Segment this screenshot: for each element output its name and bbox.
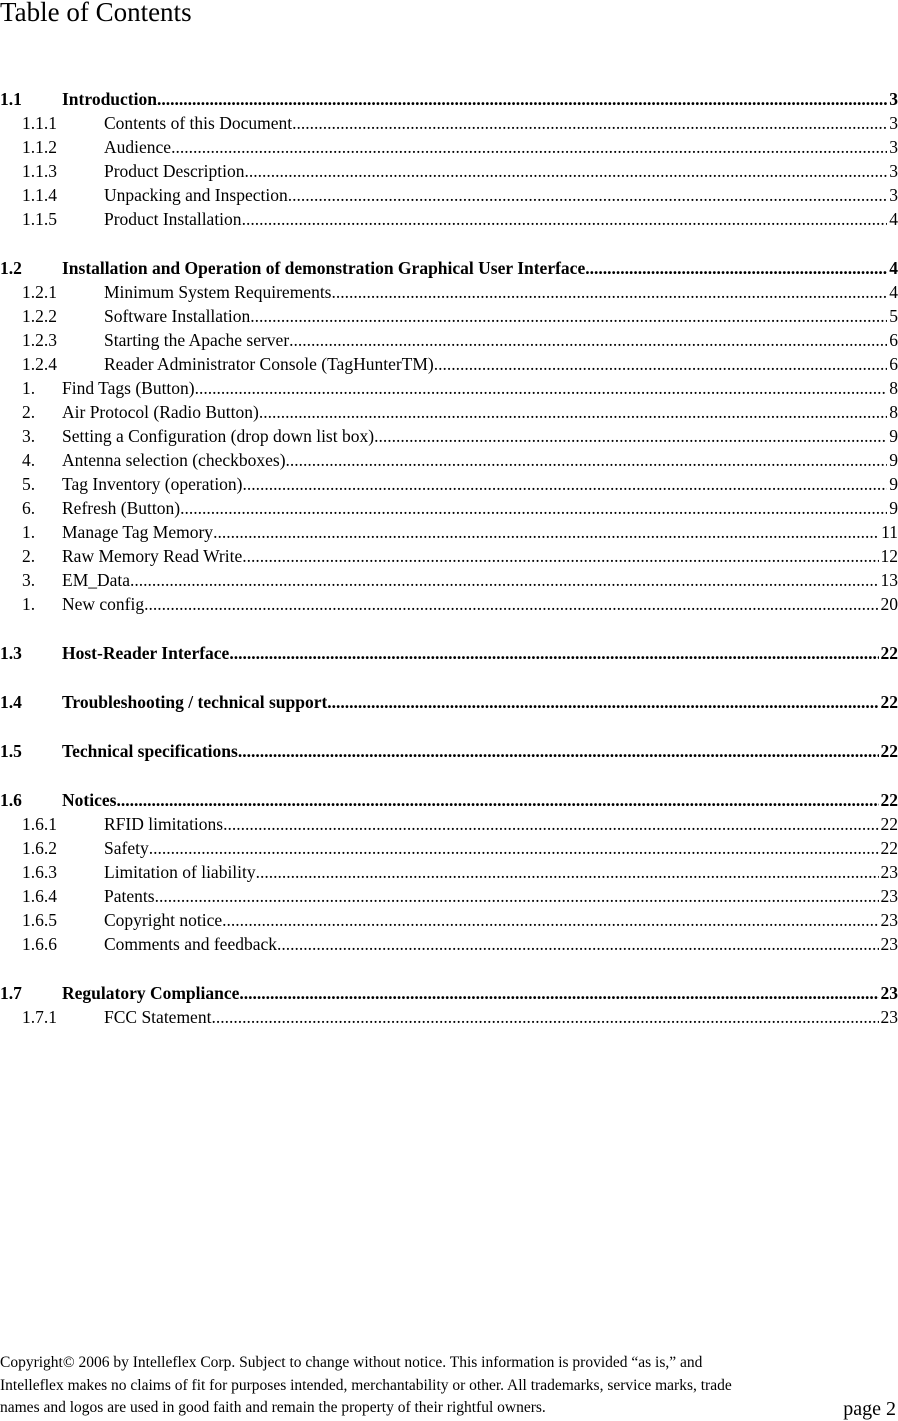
toc-entry-number: 1.2.1 <box>22 280 57 304</box>
toc-entry[interactable] <box>0 280 898 304</box>
toc-entry-label[interactable]: Tag Inventory (operation) <box>62 472 243 496</box>
toc-entry-page[interactable]: 3 <box>887 87 898 111</box>
footer-copyright-line-2: Intelleflex makes no claims of fit for purposes intended, merchantability or other. All trademarks, service marks, trade <box>0 1375 898 1398</box>
toc-entry-number: 1.6.6 <box>22 932 57 956</box>
toc-dot-leader <box>277 932 878 956</box>
toc-spacer <box>0 665 898 690</box>
toc-entry-page[interactable]: 12 <box>879 544 898 568</box>
toc-entry[interactable] <box>0 400 898 424</box>
toc-entry-page[interactable]: 23 <box>879 1005 898 1029</box>
toc-entry-page[interactable]: 3 <box>887 183 898 207</box>
toc-entry-number: 1.2 <box>0 256 22 280</box>
toc-dot-leader <box>286 448 888 472</box>
toc-entry-page[interactable]: 20 <box>879 592 898 616</box>
toc-entry-page[interactable]: 22 <box>879 812 898 836</box>
toc-dot-leader <box>243 472 888 496</box>
toc-entry[interactable] <box>0 472 898 496</box>
toc-dot-leader <box>229 641 878 665</box>
toc-dot-leader <box>332 280 888 304</box>
footer-copyright-line-3-text: names and logos are used in good faith and remain the property of their rightful owners. <box>0 1399 546 1416</box>
toc-entry-page[interactable]: 9 <box>887 472 898 496</box>
toc-entry-label[interactable]: New config <box>62 592 144 616</box>
toc-entry-label[interactable]: Minimum System Requirements <box>104 280 332 304</box>
toc-entry-label[interactable]: Refresh (Button) <box>62 496 180 520</box>
toc-entry-label[interactable]: Antenna selection (checkboxes) <box>62 448 286 472</box>
toc-entry-page[interactable]: 23 <box>879 860 898 884</box>
toc-entry[interactable] <box>0 183 898 207</box>
toc-entry-label[interactable]: FCC Statement <box>104 1005 211 1029</box>
toc-dot-leader <box>180 496 887 520</box>
toc-entry-number: 1.2.2 <box>22 304 57 328</box>
toc-dot-leader <box>374 424 887 448</box>
toc-entry-page[interactable]: 9 <box>887 496 898 520</box>
toc-entry-page[interactable]: 5 <box>887 304 898 328</box>
toc-entry[interactable] <box>0 304 898 328</box>
footer-copyright-line-1: Copyright© 2006 by Intelleflex Corp. Subject to change without notice. This information is provided “as is,” and <box>0 1352 898 1375</box>
toc-dot-leader <box>256 860 879 884</box>
toc-entry-number: 3. <box>22 424 35 448</box>
toc-entry[interactable] <box>0 328 898 352</box>
toc-entry-number: 3. <box>22 568 35 592</box>
toc-dot-leader <box>211 1005 878 1029</box>
toc-dot-leader <box>195 376 888 400</box>
toc-entry-number: 1.1.1 <box>22 111 57 135</box>
toc-entry-label[interactable]: Patents <box>104 884 155 908</box>
toc-entry-number: 2. <box>22 544 35 568</box>
toc-entry-label[interactable]: Setting a Configuration (drop down list box) <box>62 424 374 448</box>
toc-entry-label[interactable]: Raw Memory Read Write <box>62 544 242 568</box>
toc-entry-number: 1.7 <box>0 981 22 1005</box>
toc-entry-number: 1.1.5 <box>22 207 57 231</box>
toc-entry-label[interactable]: EM_Data <box>62 568 130 592</box>
toc-entry[interactable] <box>0 641 898 665</box>
toc-entry-number: 1.4 <box>0 690 22 714</box>
toc-entry-page[interactable]: 23 <box>879 932 898 956</box>
toc-spacer <box>0 616 898 641</box>
toc-entry-page[interactable]: 11 <box>879 520 898 544</box>
toc-entry-label[interactable]: Air Protocol (Radio Button) <box>62 400 259 424</box>
toc-dot-leader <box>157 87 887 111</box>
toc-entry[interactable] <box>0 908 898 932</box>
toc-entry-page[interactable]: 22 <box>879 739 898 763</box>
toc-entry[interactable] <box>0 111 898 135</box>
toc-entry[interactable] <box>0 568 898 592</box>
toc-entry-number: 1.6.1 <box>22 812 57 836</box>
toc-entry[interactable] <box>0 739 898 763</box>
toc-entry-number: 1. <box>22 592 35 616</box>
toc-dot-leader <box>213 520 879 544</box>
toc-entry[interactable] <box>0 592 898 616</box>
toc-dot-leader <box>289 328 887 352</box>
toc-entry-number: 1.5 <box>0 739 22 763</box>
toc-entry-number: 1.1 <box>0 87 22 111</box>
toc-entry-number: 1.1.3 <box>22 159 57 183</box>
toc-spacer <box>0 231 898 256</box>
toc-entry-page[interactable]: 3 <box>887 135 898 159</box>
toc-entry[interactable] <box>0 424 898 448</box>
toc-entry-page[interactable]: 6 <box>887 352 898 376</box>
toc-entry-page[interactable]: 4 <box>887 256 898 280</box>
toc-entry[interactable] <box>0 256 898 280</box>
toc-entry-number: 1.7.1 <box>22 1005 57 1029</box>
toc-entry-number: 1.1.2 <box>22 135 57 159</box>
toc-dot-leader <box>223 812 878 836</box>
toc-dot-leader <box>434 352 888 376</box>
toc-entry-number: 1.6.2 <box>22 836 57 860</box>
toc-entry-label[interactable]: Product Installation <box>104 207 242 231</box>
toc-entry[interactable] <box>0 544 898 568</box>
toc-entry-number: 1.2.4 <box>22 352 57 376</box>
toc-entry-label[interactable]: Limitation of liability <box>104 860 256 884</box>
toc-dot-leader <box>288 183 888 207</box>
toc-entry-label[interactable]: Installation and Operation of demonstration Graphical User Interface <box>62 256 585 280</box>
toc-entry-page[interactable]: 22 <box>879 788 898 812</box>
toc-dot-leader <box>222 908 878 932</box>
toc-dot-leader <box>250 304 887 328</box>
toc-entry-label[interactable]: Regulatory Compliance <box>62 981 239 1005</box>
toc-entry[interactable] <box>0 836 898 860</box>
toc-entry[interactable] <box>0 135 898 159</box>
toc-entry[interactable] <box>0 207 898 231</box>
toc-entry-page[interactable]: 22 <box>879 836 898 860</box>
toc-entry-label[interactable]: Notices <box>62 788 116 812</box>
toc-entry-label[interactable]: Comments and feedback <box>104 932 277 956</box>
toc-entry-number: 1.3 <box>0 641 22 665</box>
toc-entry[interactable] <box>0 352 898 376</box>
toc-entry-number: 1.1.4 <box>22 183 57 207</box>
toc-entry-page[interactable]: 6 <box>887 328 898 352</box>
toc-entry-label[interactable]: Software Installation <box>104 304 250 328</box>
toc-entry[interactable] <box>0 812 898 836</box>
toc-entry[interactable] <box>0 376 898 400</box>
toc-entry-number: 2. <box>22 400 35 424</box>
toc-entry-number: 1.6.3 <box>22 860 57 884</box>
toc-entry-label[interactable]: Product Description <box>104 159 244 183</box>
toc-entry-page[interactable]: 23 <box>879 981 898 1005</box>
toc-entry-label[interactable]: Starting the Apache server <box>104 328 289 352</box>
toc-entry-label[interactable]: Contents of this Document <box>104 111 292 135</box>
toc-entry-label[interactable]: Unpacking and Inspection <box>104 183 288 207</box>
toc-entry[interactable] <box>0 496 898 520</box>
toc-entry-label[interactable]: Safety <box>104 836 149 860</box>
toc-entry-page[interactable]: 9 <box>887 448 898 472</box>
page-title: Table of Contents <box>0 0 192 30</box>
toc-entry-label[interactable]: Technical specifications <box>62 739 238 763</box>
toc-entry-label[interactable]: Troubleshooting / technical support <box>62 690 327 714</box>
toc-entry-page[interactable]: 13 <box>879 568 898 592</box>
toc-entry-page[interactable]: 23 <box>879 908 898 932</box>
footer <box>0 1352 898 1420</box>
toc-entry-label[interactable]: Manage Tag Memory <box>62 520 213 544</box>
toc-entry-page[interactable]: 4 <box>887 280 898 304</box>
toc-dot-leader <box>585 256 887 280</box>
toc-entry-label[interactable]: Copyright notice <box>104 908 222 932</box>
toc-dot-leader <box>242 207 888 231</box>
toc-entry-label[interactable]: Introduction <box>62 87 157 111</box>
toc-entry-number: 6. <box>22 496 35 520</box>
toc-entry[interactable] <box>0 159 898 183</box>
toc-entry-number: 1.6 <box>0 788 22 812</box>
toc-entry-label[interactable]: RFID limitations <box>104 812 223 836</box>
toc-dot-leader <box>327 690 878 714</box>
toc-entry[interactable] <box>0 884 898 908</box>
toc-dot-leader <box>292 111 887 135</box>
toc-entry[interactable] <box>0 981 898 1005</box>
toc-entry-page[interactable]: 3 <box>887 159 898 183</box>
toc-dot-leader <box>116 788 878 812</box>
toc-entry-page[interactable]: 22 <box>879 641 898 665</box>
toc-dot-leader <box>171 135 887 159</box>
toc-entry-label[interactable]: Audience <box>104 135 171 159</box>
toc-entry[interactable] <box>0 87 898 111</box>
toc-entry-page[interactable]: 4 <box>887 207 898 231</box>
toc-dot-leader <box>242 544 878 568</box>
toc-entry-number: 1.6.4 <box>22 884 57 908</box>
page-number: page 2 <box>843 1398 896 1421</box>
toc-entry-label[interactable]: Find Tags (Button) <box>62 376 195 400</box>
toc-dot-leader <box>239 981 878 1005</box>
toc-spacer <box>0 956 898 981</box>
toc-entry-page[interactable]: 8 <box>887 376 898 400</box>
toc-entry-label[interactable]: Reader Administrator Console (TagHunterTM) <box>104 352 434 376</box>
toc-dot-leader <box>149 836 879 860</box>
toc-entry-page[interactable]: 9 <box>887 424 898 448</box>
toc-entry-number: 5. <box>22 472 35 496</box>
toc-entry[interactable] <box>0 690 898 714</box>
toc-entry-number: 1. <box>22 376 35 400</box>
toc-entry-page[interactable]: 22 <box>879 690 898 714</box>
toc-entry[interactable] <box>0 788 898 812</box>
toc-entry-page[interactable]: 3 <box>887 111 898 135</box>
toc-entry-number: 1.6.5 <box>22 908 57 932</box>
toc-dot-leader <box>259 400 887 424</box>
toc-spacer <box>0 714 898 739</box>
toc-entry-number: 1.2.3 <box>22 328 57 352</box>
toc-entry[interactable] <box>0 1005 898 1029</box>
footer-copyright-line-3 <box>0 1397 898 1420</box>
toc-spacer <box>0 763 898 788</box>
toc-dot-leader <box>155 884 879 908</box>
toc-dot-leader <box>130 568 878 592</box>
toc-dot-leader <box>244 159 887 183</box>
toc-entry-label[interactable]: Host-Reader Interface <box>62 641 229 665</box>
toc-entry[interactable] <box>0 520 898 544</box>
toc-entry-page[interactable]: 8 <box>887 400 898 424</box>
toc-entry-page[interactable]: 23 <box>879 884 898 908</box>
toc-dot-leader <box>238 739 879 763</box>
toc-entry-number: 4. <box>22 448 35 472</box>
toc-entry-number: 1. <box>22 520 35 544</box>
table-of-contents <box>0 87 898 1029</box>
toc-entry[interactable] <box>0 448 898 472</box>
toc-entry[interactable] <box>0 860 898 884</box>
toc-entry[interactable] <box>0 932 898 956</box>
toc-dot-leader <box>144 592 878 616</box>
